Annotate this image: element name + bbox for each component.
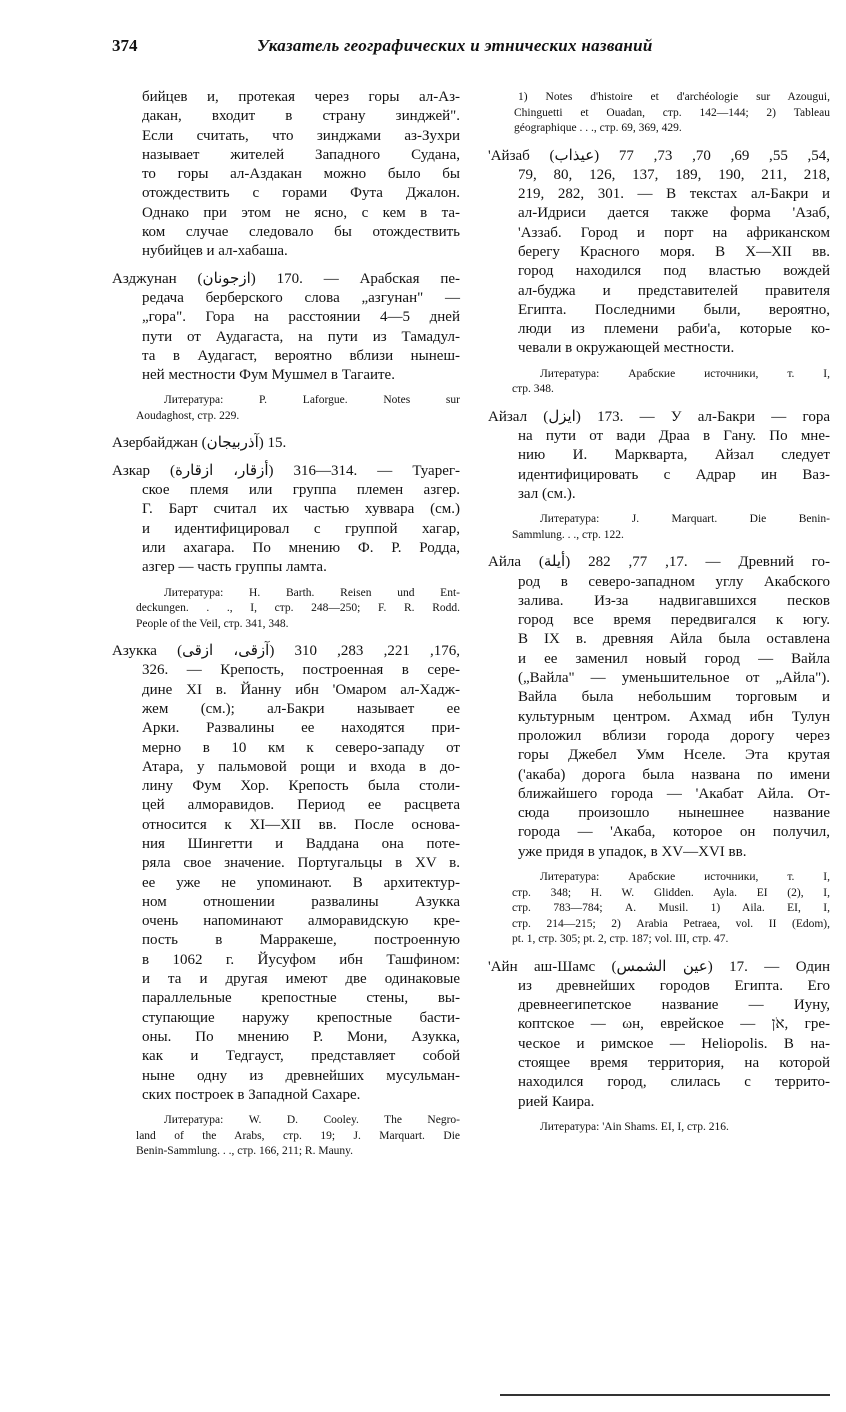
text-line: Benin-Sammlung. . ., стр. 166, 211; R. Mauny. — [136, 1145, 354, 1158]
text-line: ее уже не упоминают. В архитектур- — [142, 874, 460, 891]
text-line: пути от Аудагаста, на пути из Тамадул- — [142, 328, 460, 345]
text-line: стр. 783—784; A. Musil. 1) Aila. EI, I, — [512, 902, 830, 914]
text-line: ном отношении развалины Азукка — [142, 893, 460, 910]
text-line: ('акаба) дорога была названа по имени — [518, 766, 830, 783]
literature-note — [112, 586, 460, 633]
text-line: залива. Из-за надвигавшихся песков — [518, 592, 830, 609]
text-line: называет жителей Западного Судана, — [142, 146, 460, 163]
literature-note — [488, 870, 830, 948]
text-line: Если считать, что зинджами аз-Зухри — [142, 127, 460, 144]
right-column — [488, 90, 830, 1145]
text-line: „гора". Гора на расстоянии 4—5 дней — [142, 309, 460, 326]
text-line: стр. 348. — [512, 383, 554, 396]
text-line: Азукка (آزقى، ازقى) 176, 221, 283, 310, — [112, 643, 460, 660]
text-line: и идентифицировал с группой хагар, — [142, 520, 460, 537]
text-line: азгер — часть группы ламта. — [142, 559, 327, 576]
literature-note — [488, 512, 830, 543]
text-line: Литература: J. Marquart. Die Benin- — [540, 513, 830, 526]
text-line: и та и другая имеют две одинаковые — [142, 971, 460, 988]
text-line: идентифицировать с Адрар ин Ваз- — [518, 466, 830, 483]
text-line: Литература: W. D. Cooley. The Negro- — [164, 1114, 460, 1127]
text-line: 'Аззаб. Город и порт на африканском — [518, 224, 830, 241]
text-line: Литература: 'Ain Shams. EI, I, стр. 216. — [540, 1120, 729, 1133]
text-line: зал (см.). — [518, 485, 576, 502]
text-line: 219, 282, 301. — В текстах ал-Бакри и — [518, 186, 830, 203]
text-line: стоящее время территория, на которой — [518, 1054, 830, 1071]
page-header — [112, 36, 712, 64]
text-line: пость в Марракеше, построенную — [142, 932, 460, 949]
text-line: Вайла была небольшим торговым и — [518, 689, 830, 706]
text-line: Литература: P. Laforgue. Notes sur — [164, 394, 460, 407]
text-line: 1) Notes d'histoire et d'archéologie sur Azougui, — [518, 91, 830, 103]
text-line: уже придя в упадок, в XV—XVI вв. — [518, 843, 747, 860]
left-column — [112, 88, 460, 1170]
text-line: цей алморавидов. Период ее расцвета — [142, 797, 460, 814]
text-line: сюда произошло нынешнее название — [518, 805, 830, 822]
text-line: лину Фум Хор. Крепость была столи- — [142, 778, 460, 795]
text-line: или ахагара. По мнению Ф. Р. Родда, — [142, 539, 460, 556]
text-line: Азкар (أزقار، ازقارة) 314—316. — Туарег- — [112, 462, 460, 479]
text-line: мерно в 10 км к северо-западу от — [142, 739, 460, 756]
text-line: ское племя или группа племен азгер. — [142, 482, 460, 499]
text-line: В IX в. древняя Айла была оставлена — [518, 631, 830, 648]
literature-note — [488, 1120, 830, 1136]
gazetteer-entry — [488, 553, 830, 862]
gazetteer-entry — [112, 462, 460, 578]
text-line: Азербайджан (آذربيجان) 15. — [112, 435, 287, 452]
text-line: 'Айзаб (عيذاب) 54, 55, 69, 70, 73, 77, — [488, 147, 831, 164]
text-line: древнеегипетское название — Иуну, — [518, 997, 830, 1014]
text-line: параллельные крепостные стены, вы- — [142, 990, 460, 1007]
text-line: дине XI в. Йанну ибн 'Омаром ал-Хадж- — [142, 681, 460, 698]
text-line: город все время передвигался к югу. — [518, 612, 830, 629]
text-line: рией Каира. — [518, 1093, 595, 1110]
gazetteer-entry — [488, 408, 830, 504]
text-line: Айзал (ايزل) 173. — У ал-Бакри — гора — [488, 408, 830, 425]
text-line: ал-буджа и представителей правителя — [518, 282, 830, 299]
text-line: очень напоминают алморавидскую кре- — [142, 913, 460, 930]
text-line: ряла свое значение. Португальцы в XV в. — [142, 855, 460, 872]
text-line: нубийцев и ал-хабаша. — [142, 243, 288, 260]
text-line: находился город, слилась с террито- — [518, 1074, 830, 1091]
text-line: ступающие наружу крепостные басти- — [142, 1009, 460, 1026]
text-line: ческое и римское — Heliopolis. В на- — [518, 1035, 830, 1052]
text-line: та в Аудагаст, вероятно вблизи нынеш- — [142, 347, 460, 364]
text-line: относится к XI—XII вв. После основа- — [142, 816, 460, 833]
text-line: deckungen. . ., I, стр. 248—250; F. R. Rodd. — [136, 602, 460, 615]
text-line: ал-Идриси дается также форма 'Азаб, — [518, 205, 830, 222]
literature-note — [488, 367, 830, 398]
text-line: People of the Veil, стр. 341, 348. — [136, 617, 289, 630]
text-line: люди из племени раби'а, которые ко- — [518, 321, 830, 338]
text-line: ближайшего города — 'Акабат Айла. От- — [518, 785, 830, 802]
text-line: Атара, у пальмовой рощи и входа в до- — [142, 758, 460, 775]
text-line: из древнейших городов Египта. Его — [518, 977, 830, 994]
text-line: Sammlung. . ., стр. 122. — [512, 528, 624, 541]
text-line: бийцев и, протекая через горы ал-Аз- — [142, 89, 460, 105]
text-line: Однако при этом не ясно, с кем в та- — [142, 204, 460, 221]
text-line: нию И. Маркварта, Айзал следует — [518, 447, 830, 464]
text-line: ком случае следовало бы отождествить — [142, 224, 460, 241]
text-line: оны. По мнению Р. Мони, Азукка, — [142, 1028, 460, 1045]
text-line: Айла (أيلة) 17, 77, 282. — Древний го- — [488, 554, 831, 571]
text-line: жем (см.); ал-Бакри называет ее — [142, 700, 460, 717]
text-line: то горы ал-Аздакан можно было бы — [142, 166, 460, 183]
text-line: коптское — ωн, еврейское — אֹן, гре- — [518, 1016, 830, 1033]
text-line: Chinguetti et Ouadan, стр. 142—144; 2) Tableau — [514, 106, 830, 119]
text-line: ния Шингетти и Ваддана она поте- — [142, 836, 460, 852]
text-line: land of the Arabs, стр. 19; J. Marquart. Die — [136, 1129, 460, 1142]
text-line: ских построек в Западной Сахаре. — [142, 1086, 361, 1103]
text-line: и ее заменил новый город — Вайла — [518, 650, 830, 667]
text-line: 'Айн аш-Шамс (عين الشمس) 17. — Один — [488, 958, 831, 975]
text-line: на пути от вади Драа в Гану. По мне- — [518, 428, 830, 445]
text-line: стр. 348; H. W. Glidden. Ayla. EI (2), I, — [512, 886, 830, 899]
page-number: 374 — [112, 36, 138, 55]
text-line: стр. 214—215; 2) Arabia Petraea, vol. II (Edom), — [512, 917, 830, 930]
text-line: род в северо-западном углу Акабского — [518, 573, 830, 590]
text-line: Г. Барт считал их частью хуввара (см.) — [142, 501, 460, 518]
entry-continuation — [112, 88, 460, 262]
text-line: города — 'Акаба, которое он получил, — [518, 824, 830, 841]
text-line: Литература: Арабские источники, т. I, — [540, 871, 830, 883]
text-line: город находился под властью вождей — [518, 263, 830, 280]
text-line: отождествить с горами Фута Джалон. — [142, 185, 460, 202]
gazetteer-entry — [112, 270, 460, 386]
text-line: культурным центром. Ахмад ибн Тулун — [518, 708, 830, 725]
text-line: в 1062 г. Йусуфом ибн Ташфином: — [142, 951, 460, 968]
text-line: („Вайла" — уменьшительное от „Айла"). — [518, 670, 830, 687]
text-line: Aoudaghost, стр. 229. — [136, 409, 240, 422]
text-line: pt. 1, стр. 305; pt. 2, стр. 187; vol. III, стр. 47. — [512, 933, 729, 945]
text-line: Литература: H. Barth. Reisen und Ent- — [164, 586, 460, 599]
text-line: проложил вблизи города дорогу через — [518, 727, 830, 744]
text-line: дакан, входит в страну зинджей". — [142, 108, 460, 125]
gazetteer-entry — [112, 642, 460, 1105]
running-head: Указатель географических и этнических названий — [257, 36, 653, 55]
footnote — [488, 90, 830, 137]
text-line: редача берберского слова „азгунан" — — [142, 289, 460, 306]
text-line: ныне одну из древнейших мусульман- — [142, 1067, 460, 1084]
text-line: 79, 80, 126, 137, 189, 190, 211, 218, — [518, 166, 830, 183]
text-line: Литература: Арабские источники, т. I, — [540, 367, 830, 380]
text-line: горы Джебел Умм Нселе. Эта крутая — [518, 747, 830, 764]
text-line: Египта. Последними были, вероятно, — [518, 301, 830, 318]
text-line: 326. — Крепость, построенная в сере- — [142, 662, 460, 679]
text-line: чевали в окружающей местности. — [518, 340, 735, 357]
text-line: géographique . . ., стр. 69, 369, 429. — [514, 122, 682, 134]
literature-note — [112, 393, 460, 424]
text-line: Арки. Развалины ее находятся при- — [142, 720, 460, 737]
text-line: ней местности Фум Мушмел в Тагаите. — [142, 367, 395, 384]
gazetteer-entry — [488, 147, 830, 359]
gazetteer-entry — [112, 434, 460, 453]
text-line: Азджунан (ازجونان) 170. — Арабская пе- — [112, 270, 460, 287]
footer-rule — [500, 1394, 830, 1396]
text-line: как и Тедгауст, представляет собой — [142, 1048, 460, 1065]
gazetteer-entry — [488, 958, 830, 1112]
text-line: берегу Красного моря. В X—XII вв. — [518, 243, 830, 260]
literature-note — [112, 1113, 460, 1160]
